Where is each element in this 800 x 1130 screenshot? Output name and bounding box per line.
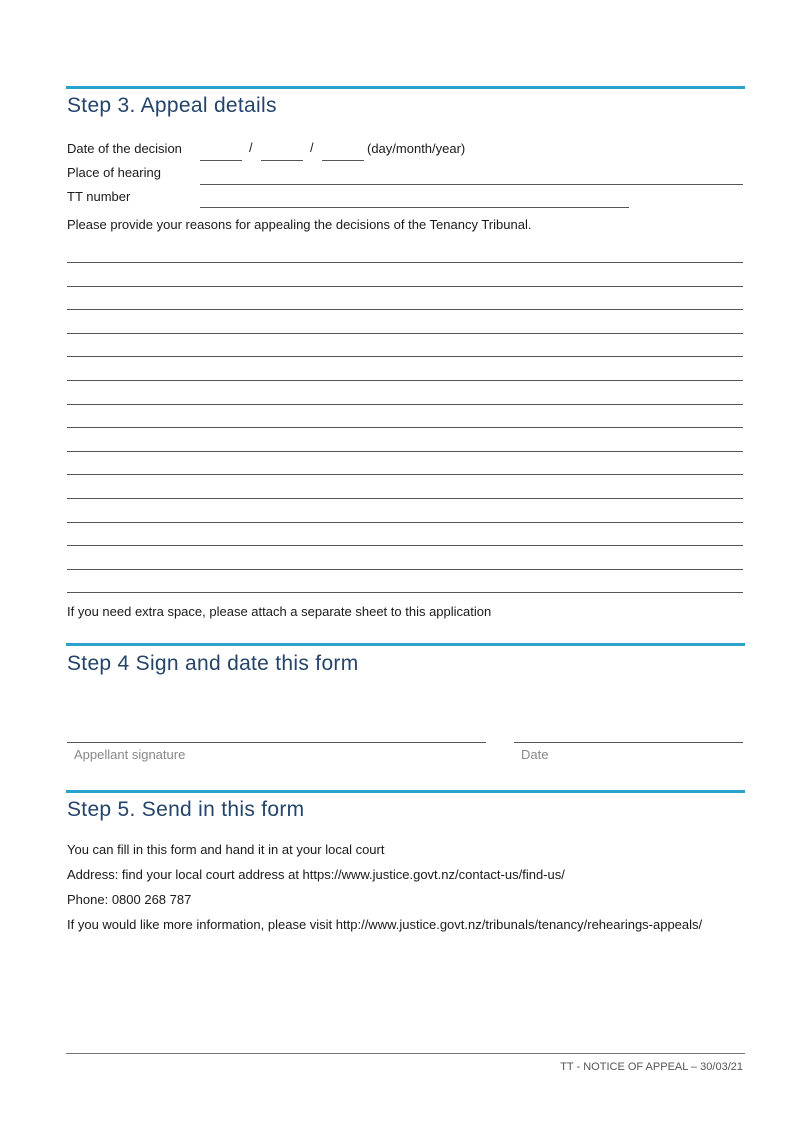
step5-heading: Step 5. Send in this form xyxy=(67,798,305,821)
phone-info: Phone: 0800 268 787 xyxy=(67,892,192,907)
tt-number-field[interactable] xyxy=(200,207,629,208)
signature-date-caption: Date xyxy=(521,747,549,762)
decision-date-label: Date of the decision xyxy=(67,141,182,156)
tt-number-label: TT number xyxy=(67,189,131,204)
reason-line[interactable] xyxy=(67,404,743,405)
reason-line[interactable] xyxy=(67,474,743,475)
decision-month-field[interactable] xyxy=(261,160,303,161)
step4-divider xyxy=(66,643,745,646)
footer-divider xyxy=(66,1053,745,1054)
place-of-hearing-label: Place of hearing xyxy=(67,165,161,180)
reason-line[interactable] xyxy=(67,356,743,357)
reasons-prompt: Please provide your reasons for appealing the decisions of the Tenancy Tribunal. xyxy=(67,217,532,232)
reason-line[interactable] xyxy=(67,333,743,334)
reason-line[interactable] xyxy=(67,498,743,499)
reason-line[interactable] xyxy=(67,262,743,263)
court-address-info: Address: find your local court address at https://www.justice.govt.nz/contact-us/find-us/ xyxy=(67,867,565,882)
reason-line[interactable] xyxy=(67,286,743,287)
signature-date-field[interactable] xyxy=(514,742,743,743)
footer-form-code: TT - NOTICE OF APPEAL – 30/03/21 xyxy=(560,1061,743,1073)
step3-heading: Step 3. Appeal details xyxy=(67,94,277,117)
reason-line[interactable] xyxy=(67,569,743,570)
appellant-signature-caption: Appellant signature xyxy=(74,747,186,762)
reason-line[interactable] xyxy=(67,592,743,593)
date-separator: / xyxy=(310,140,314,155)
date-format-hint: (day/month/year) xyxy=(367,141,466,156)
reason-line[interactable] xyxy=(67,545,743,546)
date-separator: / xyxy=(249,140,253,155)
appellant-signature-field[interactable] xyxy=(67,742,486,743)
more-info-link-text: If you would like more information, please visit http://www.justice.govt.nz/tribunals/tenancy/rehearings-appeals/ xyxy=(67,917,703,932)
reason-line[interactable] xyxy=(67,451,743,452)
step4-heading: Step 4 Sign and date this form xyxy=(67,652,359,675)
step3-divider xyxy=(66,86,745,89)
step5-divider xyxy=(66,790,745,793)
reason-line[interactable] xyxy=(67,380,743,381)
extra-space-note: If you need extra space, please attach a separate sheet to this application xyxy=(67,604,492,619)
reason-line[interactable] xyxy=(67,309,743,310)
send-instruction: You can fill in this form and hand it in at your local court xyxy=(67,842,385,857)
reason-line[interactable] xyxy=(67,427,743,428)
place-of-hearing-field[interactable] xyxy=(200,184,743,185)
reason-line[interactable] xyxy=(67,522,743,523)
decision-day-field[interactable] xyxy=(200,160,242,161)
decision-year-field[interactable] xyxy=(322,160,364,161)
